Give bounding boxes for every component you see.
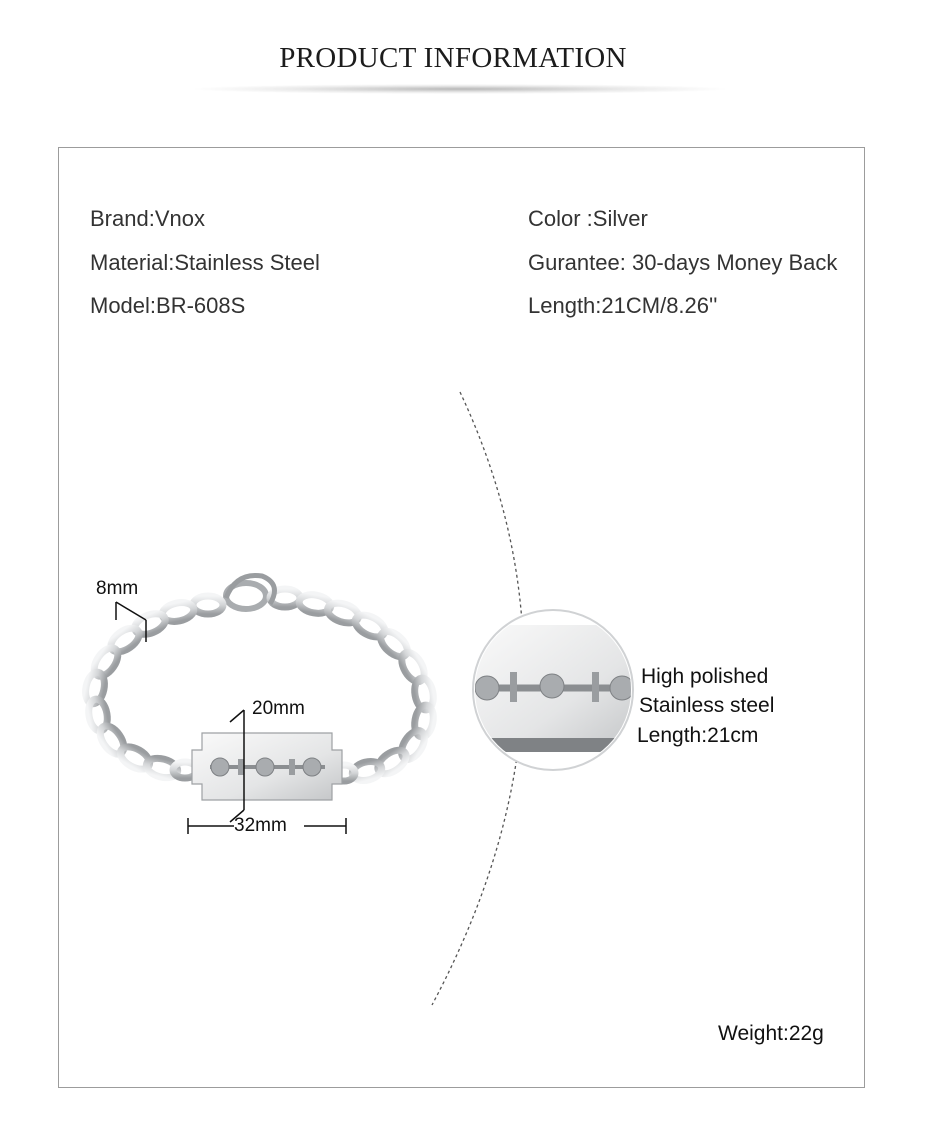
pendant-width-label: 32mm: [234, 815, 287, 836]
pendant-height-label: 20mm: [252, 698, 305, 719]
spec-material: Material:Stainless Steel: [90, 250, 320, 275]
razor-blade-pendant: [192, 733, 342, 800]
callout-material: Stainless steel: [639, 694, 775, 717]
spec-guarantee: Gurantee: 30-days Money Back: [528, 250, 838, 275]
chain-width-label: 8mm: [96, 578, 139, 599]
callout-length: Length:21cm: [637, 724, 759, 747]
spec-model: Model:BR-608S: [90, 293, 246, 318]
weight-label: Weight:22g: [718, 1022, 824, 1045]
spec-length: Length:21CM/8.26'': [528, 293, 718, 318]
zoom-detail: [470, 610, 640, 770]
spec-color: Color :Silver: [528, 206, 648, 231]
spec-brand: Brand:Vnox: [90, 206, 205, 231]
page-title: PRODUCT INFORMATION: [279, 42, 627, 74]
callout-polished: High polished: [641, 665, 769, 688]
